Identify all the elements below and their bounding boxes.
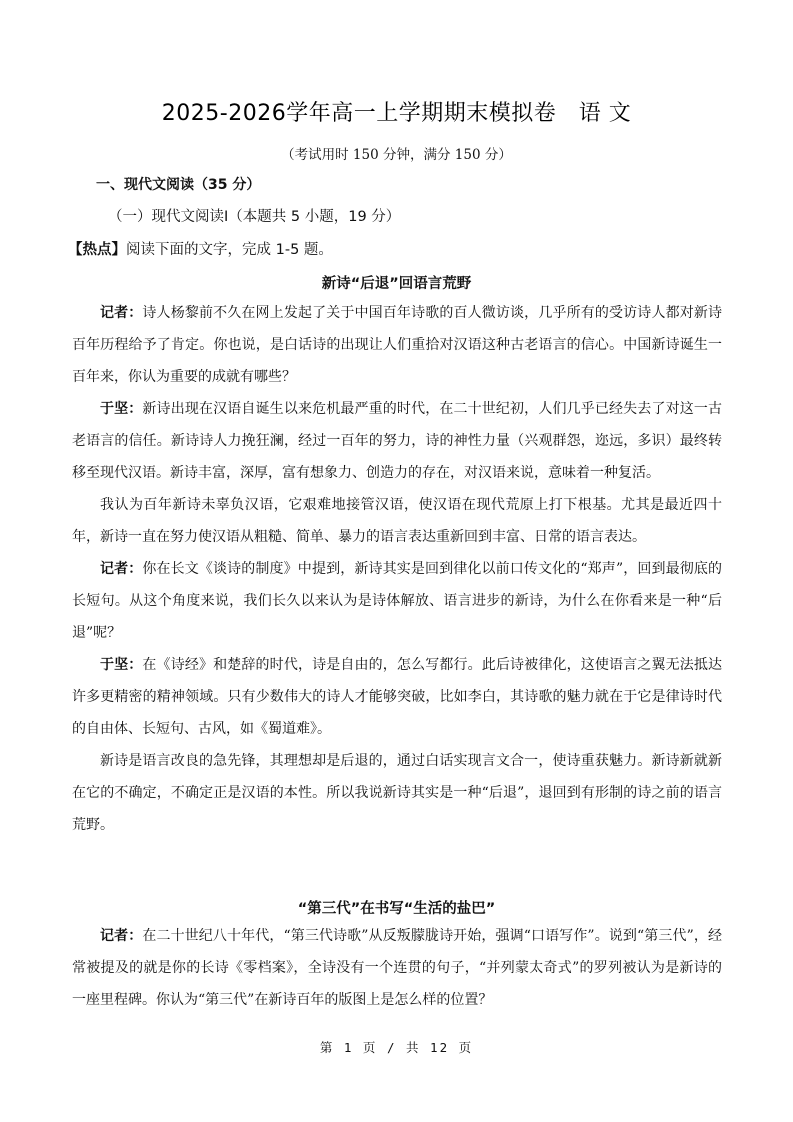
paragraph [72, 920, 722, 1016]
paragraph [72, 553, 722, 649]
paragraph-text: 你在长文《谈诗的制度》中提到，新诗其实是回到律化以前口传文化的“郑声”，回到最彻底的长短句。从这个角度来说，我们长久以来认为是诗体解放、语言进步的新诗，为什么在你看来是一种“后退”呢？ [72, 561, 723, 641]
paragraph-text: 新诗出现在汉语自诞生以来危机最严重的时代，在二十世纪初，人们几乎已经失去了对这一古老语言的信任。新诗诗人力挽狂澜，经过一百年的努力，诗的神性力量（兴观群怨，迩远，多识）最终转移至现代汉语。新诗丰富，深厚，富有想象力、创造力的存在，对汉语来说，意味着一种复活。 [72, 401, 723, 481]
article-body-2 [72, 920, 722, 1016]
paragraph [72, 489, 722, 553]
speaker-label: 记者： [100, 561, 143, 577]
paragraph [72, 745, 722, 841]
paragraph [72, 649, 722, 745]
paragraph-text: 新诗是语言改良的急先锋，其理想却是后退的，通过白话实现言文合一，使诗重获魅力。新诗新就新在它的不确定，不确定正是汉语的本性。所以我说新诗其实是一种“后退”，退回到有形制的诗之前的语言荒野。 [72, 753, 722, 833]
article-heading-1: 新诗“后退”回语言荒野 [321, 276, 472, 292]
speaker-label: 于坚： [100, 401, 143, 417]
exam-title: 2025-2026学年高一上学期期末模拟卷 语 文 [161, 101, 632, 126]
instruction-text: 阅读下面的文字，完成 1-5 题。 [126, 242, 333, 258]
article-body-1 [72, 297, 722, 841]
paragraph [72, 297, 722, 393]
speaker-label: 于坚： [100, 657, 143, 673]
speaker-label: 记者： [100, 928, 143, 944]
paragraph-text: 诗人杨黎前不久在网上发起了关于中国百年诗歌的百人微访谈，几乎所有的受访诗人都对新诗百年历程给予了肯定。你也说，是白话诗的出现让人们重拾对汉语这种古老语言的信心。中国新诗诞生一百年来，你认为重要的成就有哪些？ [72, 305, 723, 385]
exam-subtitle: （考试用时 150 分钟，满分 150 分） [281, 147, 512, 163]
instruction-line [68, 238, 333, 259]
page-footer: 第 1 页 / 共 12 页 [319, 1040, 474, 1055]
subsection-heading: （一）现代文阅读Ⅰ（本题共 5 小题，19 分） [108, 209, 401, 225]
paragraph [72, 393, 722, 489]
section-heading: 一、现代文阅读（35 分） [96, 177, 261, 193]
hot-label: 【热点】 [68, 242, 126, 258]
paragraph-text: 我认为百年新诗未辜负汉语，它艰难地接管汉语，使汉语在现代荒原上打下根基。尤其是最近四十年，新诗一直在努力使汉语从粗糙、简单、暴力的语言表达重新回到丰富、日常的语言表达。 [72, 497, 722, 545]
article-heading-2: “第三代”在书写“生活的盐巴” [297, 901, 496, 917]
paragraph-text: 在《诗经》和楚辞的时代，诗是自由的，怎么写都行。此后诗被律化，这使语言之翼无法抵达许多更精密的精神领域。只有少数伟大的诗人才能够突破，比如李白，其诗歌的魅力就在于它是律诗时代的自由体、长短句、古风，如《蜀道难》。 [72, 657, 723, 737]
speaker-label: 记者： [100, 305, 143, 321]
paragraph-text: 在二十世纪八十年代，“第三代诗歌”从反叛朦胧诗开始，强调“口语写作”。说到“第三代”，经常被提及的就是你的长诗《零档案》，全诗没有一个连贯的句子，“并列蒙太奇式”的罗列被认为是新诗的一座里程碑。你认为“第三代”在新诗百年的版图上是怎么样的位置？ [72, 928, 723, 1008]
